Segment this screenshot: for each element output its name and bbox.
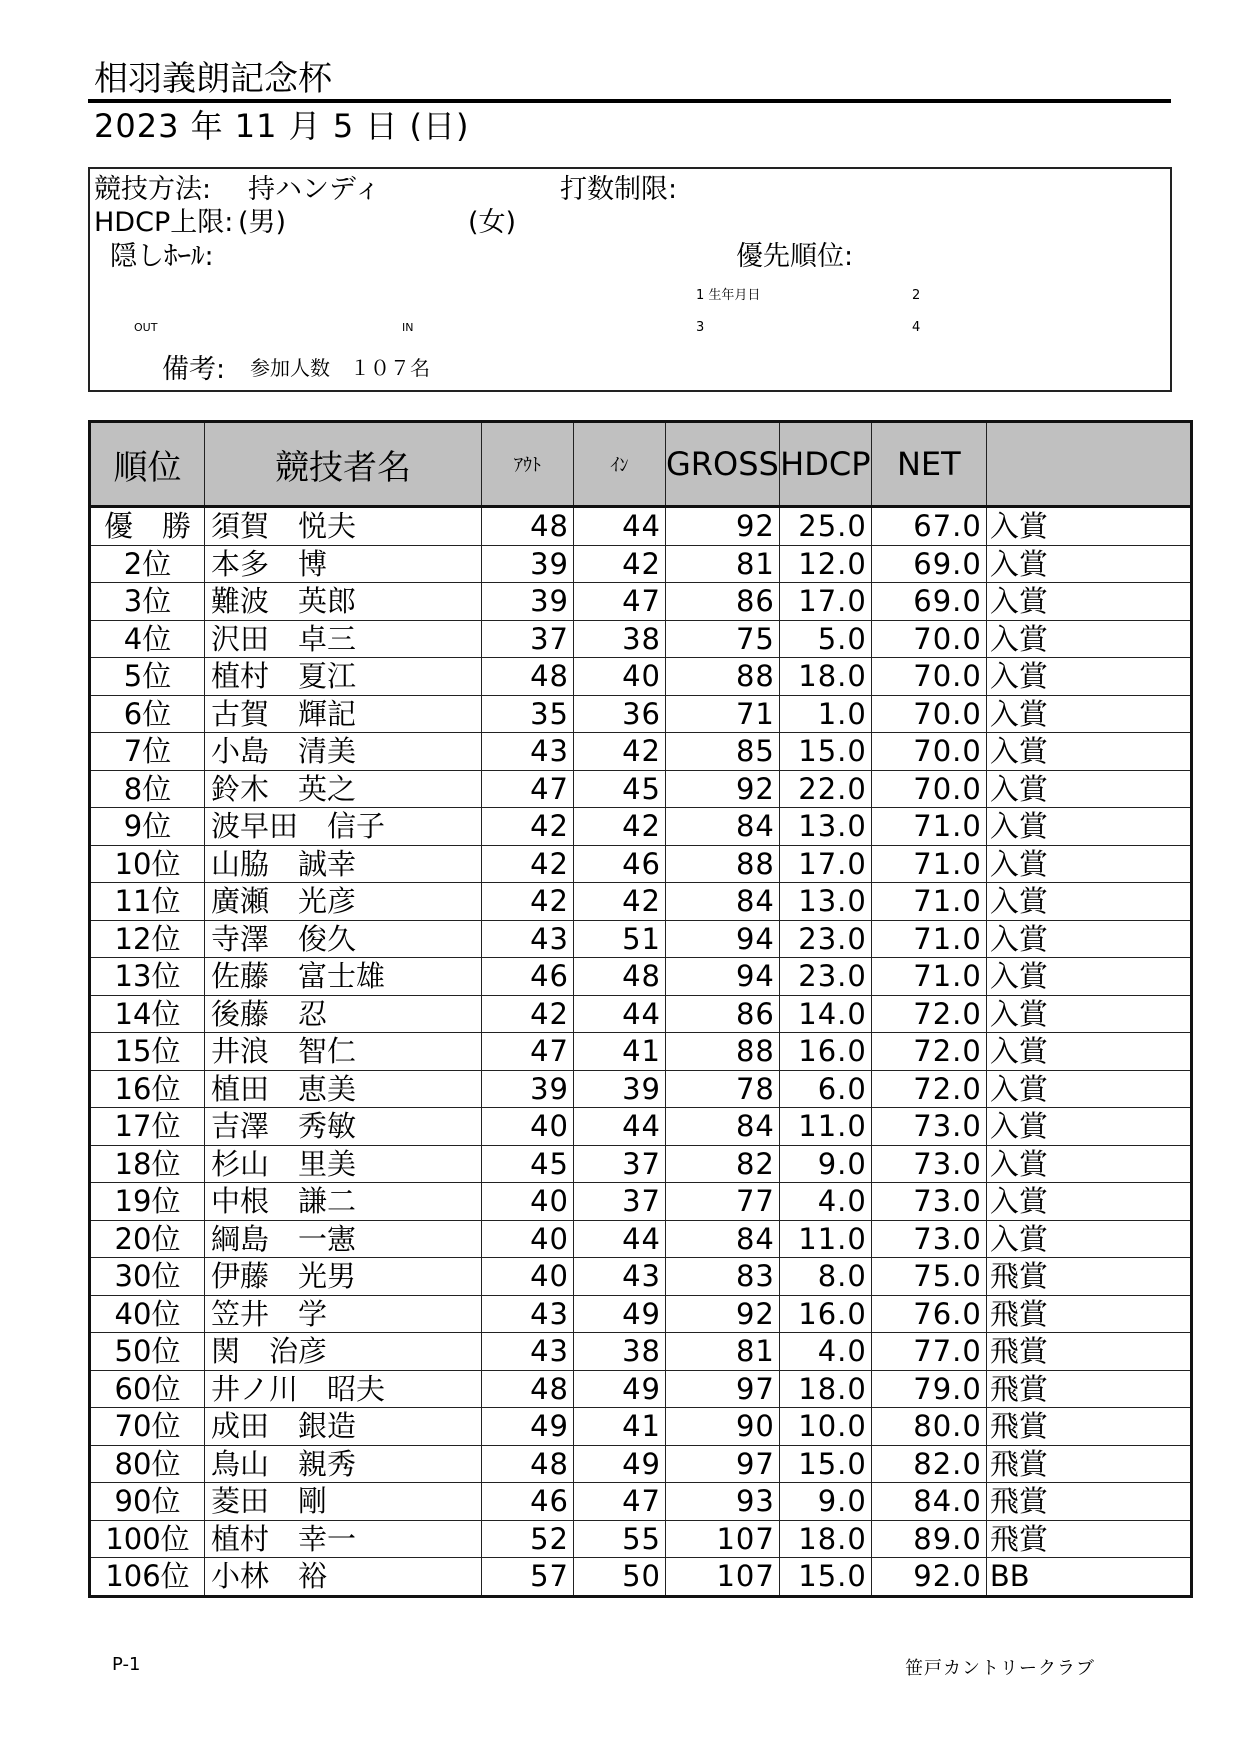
net-score: 71.0 xyxy=(871,845,986,883)
net-score: 80.0 xyxy=(871,1408,986,1446)
award-cell: 入賞 xyxy=(986,1220,1191,1258)
name-cell: 吉澤 秀敏 xyxy=(205,1108,482,1146)
gross-score: 71 xyxy=(666,695,780,733)
in-score: 42 xyxy=(574,733,666,771)
net-score: 89.0 xyxy=(871,1520,986,1558)
gross-score: 86 xyxy=(666,583,780,621)
rank-cell: 3位 xyxy=(90,583,205,621)
name-cell: 伊藤 光男 xyxy=(205,1258,482,1296)
name-cell: 植村 夏江 xyxy=(205,658,482,696)
net-score: 73.0 xyxy=(871,1183,986,1221)
in-score: 36 xyxy=(574,695,666,733)
table-header-row xyxy=(90,422,1192,507)
hdcp-value: 14.0 xyxy=(779,995,871,1033)
award-cell: 入賞 xyxy=(986,920,1191,958)
net-score: 70.0 xyxy=(871,695,986,733)
net-score: 76.0 xyxy=(871,1295,986,1333)
in-score: 55 xyxy=(574,1520,666,1558)
gross-score: 86 xyxy=(666,995,780,1033)
in-score: 38 xyxy=(574,620,666,658)
gross-score: 84 xyxy=(666,1108,780,1146)
rank-cell: 106位 xyxy=(90,1558,205,1597)
gross-score: 107 xyxy=(666,1558,780,1597)
award-cell: 入賞 xyxy=(986,545,1191,583)
net-score: 71.0 xyxy=(871,883,986,921)
name-cell: 綱島 一憲 xyxy=(205,1220,482,1258)
rank-cell: 優 勝 xyxy=(90,507,205,546)
priority-1: 1 生年月日 xyxy=(696,288,761,303)
award-cell: 入賞 xyxy=(986,1145,1191,1183)
award-cell: 飛賞 xyxy=(986,1295,1191,1333)
table-row xyxy=(90,883,1192,921)
name-cell: 中根 謙二 xyxy=(205,1183,482,1221)
in-score: 48 xyxy=(574,958,666,996)
results-table xyxy=(88,420,1193,1598)
gross-score: 94 xyxy=(666,958,780,996)
net-score: 70.0 xyxy=(871,620,986,658)
table-row xyxy=(90,1558,1192,1597)
rank-cell: 18位 xyxy=(90,1145,205,1183)
table-row xyxy=(90,1520,1192,1558)
rank-cell: 60位 xyxy=(90,1370,205,1408)
rank-cell: 80位 xyxy=(90,1445,205,1483)
award-cell: 入賞 xyxy=(986,733,1191,771)
award-cell: 飛賞 xyxy=(986,1408,1191,1446)
in-score: 46 xyxy=(574,845,666,883)
rank-cell: 70位 xyxy=(90,1408,205,1446)
out-label: OUT xyxy=(134,321,158,334)
priority-3: 3 xyxy=(696,320,705,335)
table-row xyxy=(90,845,1192,883)
out-score: 46 xyxy=(482,958,574,996)
hdcp-value: 11.0 xyxy=(779,1108,871,1146)
table-row xyxy=(90,1258,1192,1296)
out-score: 39 xyxy=(482,1070,574,1108)
gross-score: 93 xyxy=(666,1483,780,1521)
net-score: 73.0 xyxy=(871,1220,986,1258)
table-row xyxy=(90,1033,1192,1071)
hdcp-women: (女) xyxy=(468,207,517,238)
rank-cell: 9位 xyxy=(90,808,205,846)
out-score: 47 xyxy=(482,1033,574,1071)
hdcp-value: 9.0 xyxy=(779,1483,871,1521)
gross-score: 81 xyxy=(666,1333,780,1371)
in-score: 42 xyxy=(574,883,666,921)
name-cell: 小島 清美 xyxy=(205,733,482,771)
in-score: 44 xyxy=(574,507,666,546)
table-row xyxy=(90,1483,1192,1521)
method-label: 競技方法: xyxy=(94,174,212,205)
hdcp-value: 13.0 xyxy=(779,883,871,921)
in-score: 50 xyxy=(574,1558,666,1597)
gross-score: 77 xyxy=(666,1183,780,1221)
table-row xyxy=(90,733,1192,771)
gross-score: 88 xyxy=(666,1033,780,1071)
table-row xyxy=(90,995,1192,1033)
net-score: 79.0 xyxy=(871,1370,986,1408)
net-score: 72.0 xyxy=(871,1033,986,1071)
table-row xyxy=(90,1295,1192,1333)
gross-score: 88 xyxy=(666,658,780,696)
table-row xyxy=(90,808,1192,846)
in-score: 44 xyxy=(574,995,666,1033)
net-score: 70.0 xyxy=(871,658,986,696)
rank-cell: 40位 xyxy=(90,1295,205,1333)
out-score: 42 xyxy=(482,995,574,1033)
award-cell: 入賞 xyxy=(986,620,1191,658)
hidden-holes-label: 隠しﾎｰﾙ: xyxy=(110,241,214,272)
gross-score: 97 xyxy=(666,1445,780,1483)
priority-4: 4 xyxy=(912,320,921,335)
gross-score: 82 xyxy=(666,1145,780,1183)
title-underline xyxy=(88,99,1171,103)
gross-score: 88 xyxy=(666,845,780,883)
name-cell: 鳥山 親秀 xyxy=(205,1445,482,1483)
rank-cell: 50位 xyxy=(90,1333,205,1371)
net-score: 72.0 xyxy=(871,1070,986,1108)
table-row xyxy=(90,1333,1192,1371)
in-score: 42 xyxy=(574,808,666,846)
name-cell: 植田 恵美 xyxy=(205,1070,482,1108)
in-score: 42 xyxy=(574,545,666,583)
rank-cell: 90位 xyxy=(90,1483,205,1521)
name-cell: 寺澤 俊久 xyxy=(205,920,482,958)
in-score: 49 xyxy=(574,1295,666,1333)
net-score: 71.0 xyxy=(871,808,986,846)
competition-info-box xyxy=(88,167,1172,392)
out-score: 48 xyxy=(482,507,574,546)
name-cell: 難波 英郎 xyxy=(205,583,482,621)
hdcp-value: 13.0 xyxy=(779,808,871,846)
out-score: 39 xyxy=(482,545,574,583)
in-score: 37 xyxy=(574,1145,666,1183)
award-cell: 飛賞 xyxy=(986,1520,1191,1558)
out-score: 39 xyxy=(482,583,574,621)
net-score: 73.0 xyxy=(871,1108,986,1146)
name-cell: 井ノ川 昭夫 xyxy=(205,1370,482,1408)
table-row xyxy=(90,958,1192,996)
hdcp-value: 25.0 xyxy=(779,507,871,546)
header-name: 競技者名 xyxy=(205,422,482,507)
name-cell: 鈴木 英之 xyxy=(205,770,482,808)
in-score: 40 xyxy=(574,658,666,696)
table-row xyxy=(90,1145,1192,1183)
hdcp-value: 18.0 xyxy=(779,1520,871,1558)
name-cell: 小林 裕 xyxy=(205,1558,482,1597)
name-cell: 本多 博 xyxy=(205,545,482,583)
net-score: 72.0 xyxy=(871,995,986,1033)
in-score: 44 xyxy=(574,1220,666,1258)
hdcp-value: 12.0 xyxy=(779,545,871,583)
gross-score: 84 xyxy=(666,808,780,846)
in-score: 43 xyxy=(574,1258,666,1296)
header-award xyxy=(986,422,1191,507)
name-cell: 古賀 輝記 xyxy=(205,695,482,733)
net-score: 73.0 xyxy=(871,1145,986,1183)
net-score: 71.0 xyxy=(871,920,986,958)
in-score: 41 xyxy=(574,1408,666,1446)
name-cell: 井浪 智仁 xyxy=(205,1033,482,1071)
table-row xyxy=(90,583,1192,621)
hdcp-value: 17.0 xyxy=(779,845,871,883)
rank-cell: 10位 xyxy=(90,845,205,883)
net-score: 92.0 xyxy=(871,1558,986,1597)
out-score: 43 xyxy=(482,1295,574,1333)
name-cell: 後藤 忍 xyxy=(205,995,482,1033)
rank-cell: 16位 xyxy=(90,1070,205,1108)
out-score: 40 xyxy=(482,1220,574,1258)
header-out: ｱｳﾄ xyxy=(482,422,574,507)
award-cell: 入賞 xyxy=(986,845,1191,883)
name-cell: 植村 幸一 xyxy=(205,1520,482,1558)
rank-cell: 14位 xyxy=(90,995,205,1033)
club-name: 笹戸カントリークラブ xyxy=(905,1658,1095,1679)
net-score: 84.0 xyxy=(871,1483,986,1521)
rank-cell: 100位 xyxy=(90,1520,205,1558)
name-cell: 菱田 剛 xyxy=(205,1483,482,1521)
in-score: 47 xyxy=(574,1483,666,1521)
hdcp-value: 5.0 xyxy=(779,620,871,658)
out-score: 37 xyxy=(482,620,574,658)
hdcp-value: 4.0 xyxy=(779,1333,871,1371)
rank-cell: 17位 xyxy=(90,1108,205,1146)
award-cell: 入賞 xyxy=(986,1070,1191,1108)
award-cell: 飛賞 xyxy=(986,1483,1191,1521)
table-row xyxy=(90,1408,1192,1446)
net-score: 71.0 xyxy=(871,958,986,996)
award-cell: 入賞 xyxy=(986,1033,1191,1071)
hdcp-value: 1.0 xyxy=(779,695,871,733)
stroke-limit-label: 打数制限: xyxy=(560,174,678,205)
rank-cell: 20位 xyxy=(90,1220,205,1258)
method-value: 持ハンディ xyxy=(248,174,381,205)
out-score: 40 xyxy=(482,1183,574,1221)
award-cell: 飛賞 xyxy=(986,1258,1191,1296)
gross-score: 83 xyxy=(666,1258,780,1296)
name-cell: 波早田 信子 xyxy=(205,808,482,846)
name-cell: 関 治彦 xyxy=(205,1333,482,1371)
name-cell: 山脇 誠幸 xyxy=(205,845,482,883)
name-cell: 沢田 卓三 xyxy=(205,620,482,658)
header-hdcp: HDCP xyxy=(779,422,871,507)
out-score: 43 xyxy=(482,920,574,958)
table-row xyxy=(90,920,1192,958)
gross-score: 84 xyxy=(666,883,780,921)
award-cell: 入賞 xyxy=(986,995,1191,1033)
gross-score: 92 xyxy=(666,1295,780,1333)
name-cell: 笠井 学 xyxy=(205,1295,482,1333)
hdcp-value: 11.0 xyxy=(779,1220,871,1258)
award-cell: 入賞 xyxy=(986,958,1191,996)
hdcp-men: (男) xyxy=(238,207,287,238)
gross-score: 107 xyxy=(666,1520,780,1558)
rank-cell: 15位 xyxy=(90,1033,205,1071)
priority-label: 優先順位: xyxy=(736,241,854,272)
header-rank: 順位 xyxy=(90,422,205,507)
out-score: 48 xyxy=(482,1445,574,1483)
rank-cell: 12位 xyxy=(90,920,205,958)
award-cell: 入賞 xyxy=(986,695,1191,733)
gross-score: 78 xyxy=(666,1070,780,1108)
hdcp-value: 18.0 xyxy=(779,1370,871,1408)
hdcp-value: 23.0 xyxy=(779,958,871,996)
name-cell: 須賀 悦夫 xyxy=(205,507,482,546)
in-score: 38 xyxy=(574,1333,666,1371)
out-score: 47 xyxy=(482,770,574,808)
gross-score: 97 xyxy=(666,1370,780,1408)
net-score: 82.0 xyxy=(871,1445,986,1483)
award-cell: 入賞 xyxy=(986,883,1191,921)
name-cell: 成田 銀造 xyxy=(205,1408,482,1446)
in-score: 39 xyxy=(574,1070,666,1108)
hdcp-value: 10.0 xyxy=(779,1408,871,1446)
award-cell: 飛賞 xyxy=(986,1333,1191,1371)
in-score: 44 xyxy=(574,1108,666,1146)
in-score: 49 xyxy=(574,1370,666,1408)
gross-score: 94 xyxy=(666,920,780,958)
out-score: 48 xyxy=(482,658,574,696)
award-cell: BB xyxy=(986,1558,1191,1597)
rank-cell: 7位 xyxy=(90,733,205,771)
rank-cell: 8位 xyxy=(90,770,205,808)
in-score: 47 xyxy=(574,583,666,621)
award-cell: 入賞 xyxy=(986,583,1191,621)
net-score: 69.0 xyxy=(871,545,986,583)
out-score: 35 xyxy=(482,695,574,733)
hdcp-value: 4.0 xyxy=(779,1183,871,1221)
award-cell: 入賞 xyxy=(986,1183,1191,1221)
hdcp-value: 22.0 xyxy=(779,770,871,808)
table-row xyxy=(90,1370,1192,1408)
hdcp-value: 8.0 xyxy=(779,1258,871,1296)
in-score: 49 xyxy=(574,1445,666,1483)
out-score: 42 xyxy=(482,883,574,921)
header-net: NET xyxy=(871,422,986,507)
hdcp-value: 17.0 xyxy=(779,583,871,621)
table-row xyxy=(90,658,1192,696)
table-row xyxy=(90,1108,1192,1146)
in-label: IN xyxy=(402,321,414,334)
name-cell: 廣瀬 光彦 xyxy=(205,883,482,921)
gross-score: 84 xyxy=(666,1220,780,1258)
gross-score: 92 xyxy=(666,770,780,808)
name-cell: 佐藤 富士雄 xyxy=(205,958,482,996)
award-cell: 入賞 xyxy=(986,770,1191,808)
in-score: 37 xyxy=(574,1183,666,1221)
header-gross: GROSS xyxy=(666,422,780,507)
table-row xyxy=(90,770,1192,808)
table-row xyxy=(90,695,1192,733)
out-score: 48 xyxy=(482,1370,574,1408)
table-row xyxy=(90,620,1192,658)
award-cell: 入賞 xyxy=(986,507,1191,546)
rank-cell: 6位 xyxy=(90,695,205,733)
hdcp-limit-label: HDCP上限: xyxy=(94,207,234,238)
out-score: 43 xyxy=(482,733,574,771)
gross-score: 92 xyxy=(666,507,780,546)
name-cell: 杉山 里美 xyxy=(205,1145,482,1183)
award-cell: 飛賞 xyxy=(986,1445,1191,1483)
event-date: 2023 年 11 月 5 日 (日) xyxy=(94,107,470,145)
table-row xyxy=(90,1220,1192,1258)
rank-cell: 19位 xyxy=(90,1183,205,1221)
out-score: 40 xyxy=(482,1258,574,1296)
net-score: 70.0 xyxy=(871,770,986,808)
out-score: 57 xyxy=(482,1558,574,1597)
rank-cell: 30位 xyxy=(90,1258,205,1296)
in-score: 45 xyxy=(574,770,666,808)
net-score: 69.0 xyxy=(871,583,986,621)
table-row xyxy=(90,1070,1192,1108)
document-title: 相羽義朗記念杯 xyxy=(94,59,332,99)
net-score: 75.0 xyxy=(871,1258,986,1296)
table-row xyxy=(90,545,1192,583)
page-number: P-1 xyxy=(112,1654,141,1675)
out-score: 40 xyxy=(482,1108,574,1146)
out-score: 43 xyxy=(482,1333,574,1371)
out-score: 49 xyxy=(482,1408,574,1446)
award-cell: 飛賞 xyxy=(986,1370,1191,1408)
table-row xyxy=(90,507,1192,546)
net-score: 67.0 xyxy=(871,507,986,546)
hdcp-value: 15.0 xyxy=(779,1558,871,1597)
out-score: 52 xyxy=(482,1520,574,1558)
rank-cell: 4位 xyxy=(90,620,205,658)
gross-score: 81 xyxy=(666,545,780,583)
hdcp-value: 16.0 xyxy=(779,1295,871,1333)
out-score: 42 xyxy=(482,808,574,846)
in-score: 51 xyxy=(574,920,666,958)
table-row xyxy=(90,1183,1192,1221)
hdcp-value: 15.0 xyxy=(779,1445,871,1483)
rank-cell: 11位 xyxy=(90,883,205,921)
hdcp-value: 9.0 xyxy=(779,1145,871,1183)
remarks-label: 備考: xyxy=(162,354,226,385)
gross-score: 90 xyxy=(666,1408,780,1446)
gross-score: 85 xyxy=(666,733,780,771)
hdcp-value: 23.0 xyxy=(779,920,871,958)
hdcp-value: 16.0 xyxy=(779,1033,871,1071)
results-body xyxy=(90,507,1192,1597)
rank-cell: 13位 xyxy=(90,958,205,996)
gross-score: 75 xyxy=(666,620,780,658)
rank-cell: 2位 xyxy=(90,545,205,583)
table-row xyxy=(90,1445,1192,1483)
header-in: ｲﾝ xyxy=(574,422,666,507)
net-score: 77.0 xyxy=(871,1333,986,1371)
out-score: 42 xyxy=(482,845,574,883)
out-score: 46 xyxy=(482,1483,574,1521)
priority-2: 2 xyxy=(912,288,921,303)
award-cell: 入賞 xyxy=(986,658,1191,696)
hdcp-value: 18.0 xyxy=(779,658,871,696)
in-score: 41 xyxy=(574,1033,666,1071)
net-score: 70.0 xyxy=(871,733,986,771)
rank-cell: 5位 xyxy=(90,658,205,696)
out-score: 45 xyxy=(482,1145,574,1183)
hdcp-value: 15.0 xyxy=(779,733,871,771)
hdcp-value: 6.0 xyxy=(779,1070,871,1108)
award-cell: 入賞 xyxy=(986,1108,1191,1146)
remarks-value: 参加人数 １０７名 xyxy=(250,356,430,380)
award-cell: 入賞 xyxy=(986,808,1191,846)
